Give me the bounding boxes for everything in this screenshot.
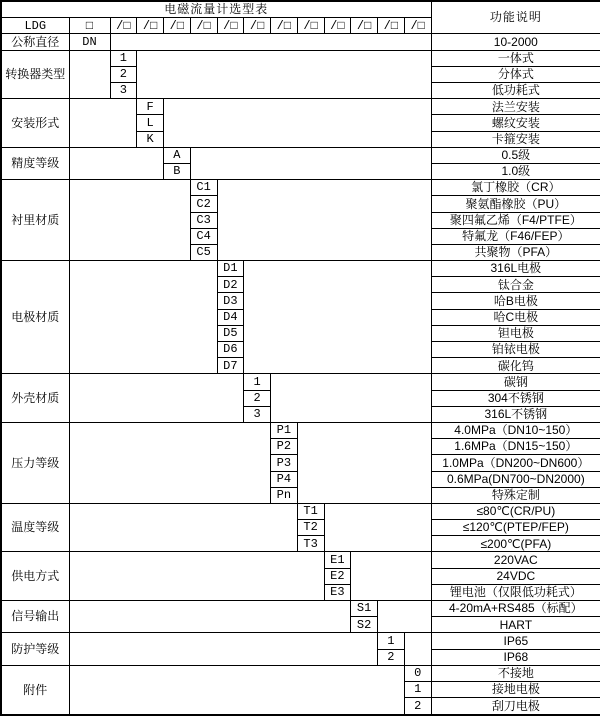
option-row xyxy=(1,99,600,115)
option-code: P1 xyxy=(271,422,298,438)
spacer-cell xyxy=(217,180,431,261)
option-row xyxy=(1,601,600,617)
spacer-cell xyxy=(69,422,271,503)
code-box: /□ xyxy=(137,18,164,34)
option-desc: 刮刀电极 xyxy=(431,698,600,715)
option-code: P4 xyxy=(271,471,298,487)
option-code: 2 xyxy=(110,66,137,82)
code-box: /□ xyxy=(351,18,378,34)
selection-table-body xyxy=(1,1,600,715)
spacer-cell xyxy=(69,633,378,665)
option-code: C5 xyxy=(190,244,217,260)
code-box: □ xyxy=(69,18,110,34)
option-code: A xyxy=(164,147,191,163)
option-desc: 0.5级 xyxy=(431,147,600,163)
option-desc: 304不锈钢 xyxy=(431,390,600,406)
spacer-cell xyxy=(404,633,431,665)
option-row xyxy=(1,50,600,66)
code-box: /□ xyxy=(378,18,405,34)
code-box: /□ xyxy=(324,18,351,34)
option-desc: 聚氨酯橡胶（PU） xyxy=(431,196,600,212)
spacer-cell xyxy=(378,601,432,633)
option-desc: 铂铱电极 xyxy=(431,342,600,358)
spacer-cell xyxy=(69,503,297,552)
option-code: D7 xyxy=(217,358,244,374)
section-label: 外壳材质 xyxy=(1,374,69,423)
spacer-cell xyxy=(69,665,404,715)
option-desc: 氯丁橡胶（CR） xyxy=(431,180,600,196)
section-label: 安装形式 xyxy=(1,99,69,148)
spacer-cell xyxy=(271,374,432,423)
option-row xyxy=(1,665,600,681)
option-row xyxy=(1,633,600,649)
option-desc: 4.0MPa（DN10~150） xyxy=(431,422,600,438)
option-desc: ≤120℃(PTEP/FEP) xyxy=(431,520,600,536)
spacer-cell xyxy=(297,422,431,503)
option-desc: IP68 xyxy=(431,649,600,665)
spacer-cell xyxy=(69,180,190,261)
option-code: D4 xyxy=(217,309,244,325)
option-code: T2 xyxy=(297,520,324,536)
option-desc: ≤80℃(CR/PU) xyxy=(431,503,600,519)
option-desc: 分体式 xyxy=(431,66,600,82)
option-desc: 316L不锈钢 xyxy=(431,406,600,422)
code-box: /□ xyxy=(271,18,298,34)
section-label: 精度等级 xyxy=(1,147,69,179)
option-desc: 哈B电极 xyxy=(431,293,600,309)
code-box: /□ xyxy=(190,18,217,34)
option-desc: 接地电极 xyxy=(431,681,600,697)
option-desc: 4-20mA+RS485（标配） xyxy=(431,601,600,617)
dn-row xyxy=(1,34,600,50)
option-code: D5 xyxy=(217,325,244,341)
option-desc: 聚四氟乙烯（F4/PTFE） xyxy=(431,212,600,228)
section-label: 供电方式 xyxy=(1,552,69,601)
option-code: C1 xyxy=(190,180,217,196)
spacer-cell xyxy=(244,261,431,374)
option-code: 2 xyxy=(404,698,431,715)
section-label: 防护等级 xyxy=(1,633,69,665)
option-desc: 螺纹安装 xyxy=(431,115,600,131)
option-desc: ≤200℃(PFA) xyxy=(431,536,600,552)
option-desc: HART xyxy=(431,617,600,633)
option-row xyxy=(1,422,600,438)
option-code: DN xyxy=(69,34,110,50)
option-code: 0 xyxy=(404,665,431,681)
option-code: D3 xyxy=(217,293,244,309)
option-code: C3 xyxy=(190,212,217,228)
option-row xyxy=(1,374,600,390)
code-box: /□ xyxy=(110,18,137,34)
spacer-cell xyxy=(190,147,431,179)
option-row xyxy=(1,147,600,163)
section-label: 温度等级 xyxy=(1,503,69,552)
spacer-cell xyxy=(69,147,164,179)
option-desc: 1.0MPa（DN200~DN600） xyxy=(431,455,600,471)
section-label: 公称直径 xyxy=(1,34,69,50)
option-code: S1 xyxy=(351,601,378,617)
code-box: /□ xyxy=(217,18,244,34)
model-prefix: LDG xyxy=(1,18,69,34)
section-label: 压力等级 xyxy=(1,422,69,503)
option-desc: 不接地 xyxy=(431,665,600,681)
spacer-cell xyxy=(69,99,137,148)
function-column-header: 功能说明 xyxy=(431,1,600,34)
option-code: T3 xyxy=(297,536,324,552)
spacer-cell xyxy=(69,601,351,633)
option-code: E2 xyxy=(324,568,351,584)
option-desc: 法兰安装 xyxy=(431,99,600,115)
option-desc: 共聚物（PFA） xyxy=(431,244,600,260)
option-desc: 钽电极 xyxy=(431,325,600,341)
option-row xyxy=(1,503,600,519)
option-code: 1 xyxy=(110,50,137,66)
option-desc: IP65 xyxy=(431,633,600,649)
section-label: 附件 xyxy=(1,665,69,715)
option-desc: 低功耗式 xyxy=(431,83,600,99)
code-box: /□ xyxy=(297,18,324,34)
spacer-cell xyxy=(324,503,431,552)
option-code: F xyxy=(137,99,164,115)
option-code: 2 xyxy=(244,390,271,406)
section-label: 信号输出 xyxy=(1,601,69,633)
option-code: E1 xyxy=(324,552,351,568)
option-desc: 24VDC xyxy=(431,568,600,584)
section-label: 转换器类型 xyxy=(1,50,69,99)
option-code: Pn xyxy=(271,487,298,503)
code-box: /□ xyxy=(404,18,431,34)
option-desc: 1.0级 xyxy=(431,163,600,179)
spacer-cell xyxy=(137,50,431,99)
option-row xyxy=(1,261,600,277)
option-code: B xyxy=(164,163,191,179)
option-code: P2 xyxy=(271,439,298,455)
option-desc: 10-2000 xyxy=(431,34,600,50)
option-code: D1 xyxy=(217,261,244,277)
option-code: 1 xyxy=(404,681,431,697)
code-box: /□ xyxy=(164,18,191,34)
code-box: /□ xyxy=(244,18,271,34)
option-code: E3 xyxy=(324,584,351,600)
option-desc: 卡箍安装 xyxy=(431,131,600,147)
spacer-cell xyxy=(69,552,324,601)
option-desc: 0.6MPa(DN700~DN2000) xyxy=(431,471,600,487)
option-code: K xyxy=(137,131,164,147)
option-code: 1 xyxy=(244,374,271,390)
option-desc: 一体式 xyxy=(431,50,600,66)
option-desc: 316L电极 xyxy=(431,261,600,277)
option-desc: 碳化钨 xyxy=(431,358,600,374)
option-desc: 锂电池（仅限低功耗式） xyxy=(431,584,600,600)
section-label: 衬里材质 xyxy=(1,180,69,261)
option-desc: 碳钢 xyxy=(431,374,600,390)
option-desc: 220VAC xyxy=(431,552,600,568)
option-code: 3 xyxy=(110,83,137,99)
option-code: 1 xyxy=(378,633,405,649)
section-label: 电极材质 xyxy=(1,261,69,374)
option-desc: 1.6MPa（DN15~150） xyxy=(431,439,600,455)
option-code: 2 xyxy=(378,649,405,665)
option-code: C4 xyxy=(190,228,217,244)
option-desc: 钛合金 xyxy=(431,277,600,293)
spacer-cell xyxy=(110,34,431,50)
option-code: C2 xyxy=(190,196,217,212)
option-desc: 特殊定制 xyxy=(431,487,600,503)
header-row xyxy=(1,1,600,18)
spacer-cell xyxy=(164,99,432,148)
spacer-cell xyxy=(351,552,431,601)
option-code: 3 xyxy=(244,406,271,422)
spacer-cell xyxy=(69,261,217,374)
option-row xyxy=(1,180,600,196)
option-desc: 哈C电极 xyxy=(431,309,600,325)
option-desc: 特氟龙（F46/FEP） xyxy=(431,228,600,244)
option-row xyxy=(1,552,600,568)
option-code: D2 xyxy=(217,277,244,293)
option-code: T1 xyxy=(297,503,324,519)
option-code: L xyxy=(137,115,164,131)
option-code: S2 xyxy=(351,617,378,633)
spacer-cell xyxy=(69,50,110,99)
table-title: 电磁流量计选型表 xyxy=(1,1,431,18)
option-code: D6 xyxy=(217,342,244,358)
spacer-cell xyxy=(69,374,244,423)
option-code: P3 xyxy=(271,455,298,471)
